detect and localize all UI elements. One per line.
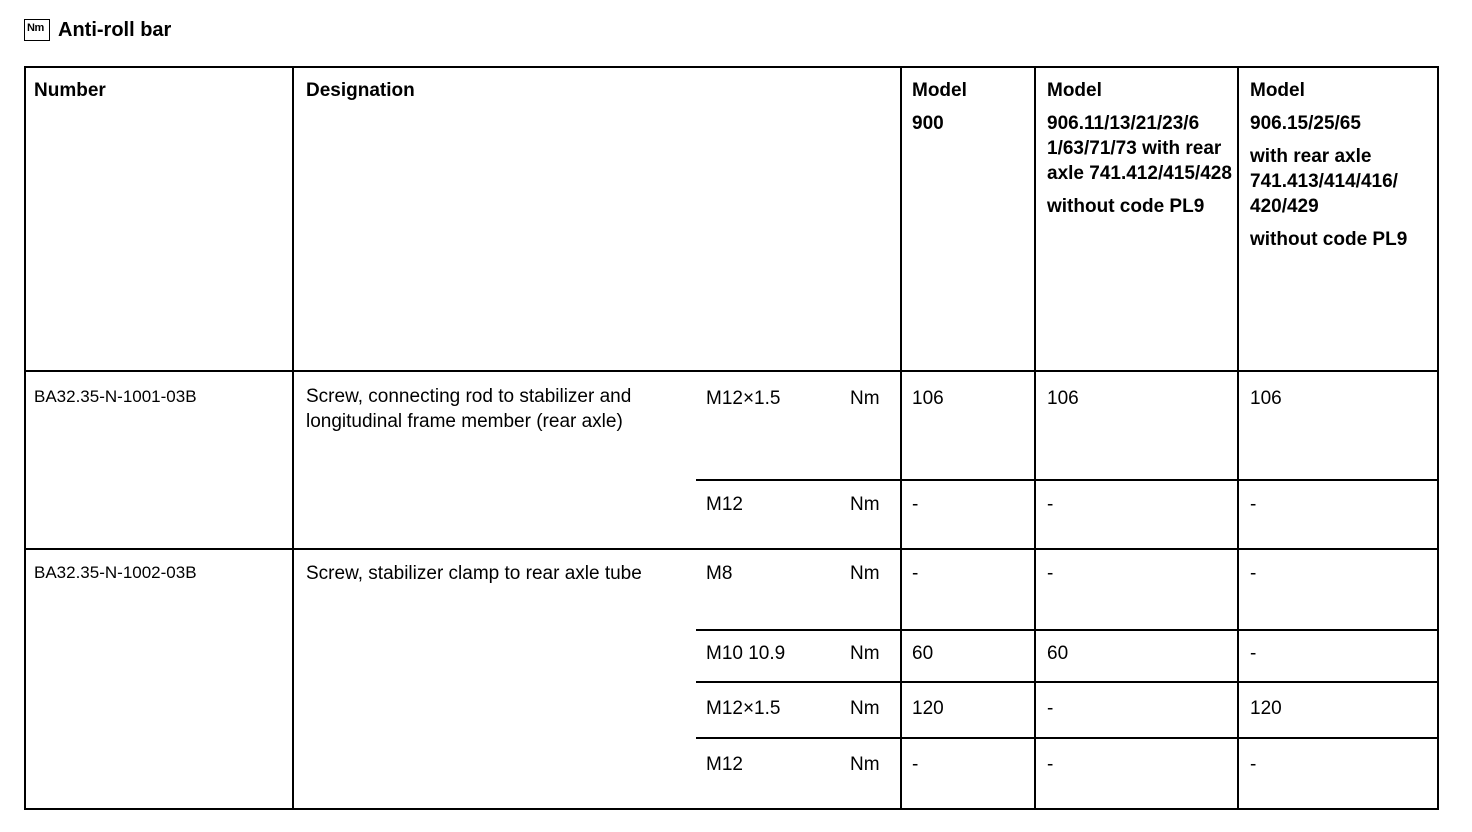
thread-size: M8 xyxy=(706,563,733,584)
torque-value: - xyxy=(912,563,919,584)
col-divider xyxy=(1034,68,1036,808)
col-divider xyxy=(900,68,902,808)
torque-value: 106 xyxy=(912,388,944,409)
torque-value: - xyxy=(1250,563,1257,584)
unit: Nm xyxy=(850,563,880,584)
designation: Screw, stabilizer clamp to rear axle tube xyxy=(306,563,642,584)
torque-value: - xyxy=(1047,494,1054,515)
row-divider xyxy=(696,737,1437,739)
torque-value: - xyxy=(912,494,919,515)
torque-value: 120 xyxy=(1250,698,1282,719)
thread-size: M12 xyxy=(706,494,743,515)
torque-table xyxy=(24,66,1439,810)
torque-value: - xyxy=(1047,563,1054,584)
unit: Nm xyxy=(850,388,880,409)
row-divider xyxy=(26,370,1437,372)
torque-value: - xyxy=(1250,494,1257,515)
designation: Screw, connecting rod to stabilizer and longitudinal frame member (rear axle) xyxy=(306,386,632,432)
header-model-906-15: Model 906.15/25/65 with rear axle 741.413/414/416/ 420/429 without code PL9 xyxy=(1250,80,1408,250)
torque-value: 60 xyxy=(1047,643,1069,664)
torque-value: 120 xyxy=(912,698,944,719)
torque-value: - xyxy=(1047,698,1054,719)
section-title xyxy=(24,16,171,44)
part-number: BA32.35-N-1002-03B xyxy=(34,563,197,582)
thread-size: M12 xyxy=(706,754,743,775)
thread-size: M12×1.5 xyxy=(706,698,781,719)
torque-value: 60 xyxy=(912,643,934,664)
unit: Nm xyxy=(850,698,880,719)
row-divider xyxy=(696,479,1437,481)
row-divider xyxy=(696,681,1437,683)
unit: Nm xyxy=(850,754,880,775)
torque-value: 106 xyxy=(1047,388,1079,409)
page-title: Anti-roll bar xyxy=(58,18,172,41)
torque-value: - xyxy=(1250,754,1257,775)
torque-nm-icon: Nm xyxy=(24,19,50,41)
col-divider xyxy=(292,68,294,808)
unit: Nm xyxy=(850,494,880,515)
header-designation: Designation xyxy=(306,80,415,101)
unit: Nm xyxy=(850,643,880,664)
thread-size: M12×1.5 xyxy=(706,388,781,409)
header-number: Number xyxy=(34,80,106,101)
row-divider xyxy=(696,629,1437,631)
torque-value: - xyxy=(1047,754,1054,775)
thread-size: M10 10.9 xyxy=(706,643,786,664)
torque-value: - xyxy=(1250,643,1257,664)
torque-value: - xyxy=(912,754,919,775)
col-divider xyxy=(1237,68,1239,808)
part-number: BA32.35-N-1001-03B xyxy=(34,387,197,406)
torque-value: 106 xyxy=(1250,388,1282,409)
row-divider xyxy=(26,548,1437,550)
header-model-900: Model 900 xyxy=(912,80,967,134)
header-model-906-11: Model 906.11/13/21/23/6 1/63/71/73 with rear axle 741.412/415/428 without code PL9 xyxy=(1047,80,1232,217)
